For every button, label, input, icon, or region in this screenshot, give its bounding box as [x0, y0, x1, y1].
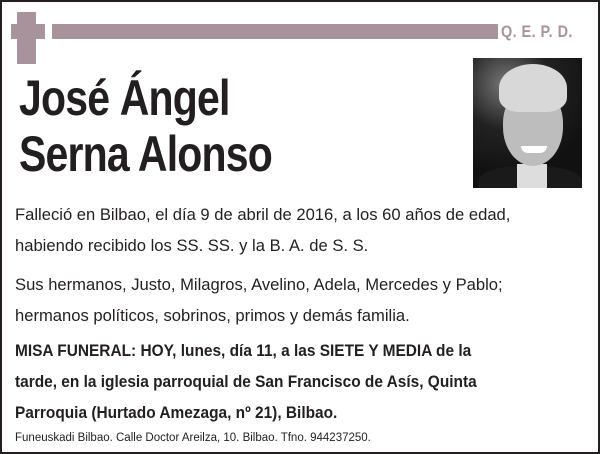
- deceased-name-line1: José Ángel: [19, 70, 230, 126]
- family-line: Sus hermanos, Justo, Milagros, Avelino, Adela, Mercedes y Pablo;: [15, 275, 503, 294]
- funeral-mass-line: Parroquia (Hurtado Amezaga, nº 21), Bilbao.: [15, 403, 338, 422]
- cross-icon-arm: [11, 24, 45, 39]
- deceased-photo: [473, 58, 582, 188]
- qepd-label: Q. E. P. D.: [501, 22, 573, 41]
- header-rule: [52, 24, 498, 39]
- funeral-home-footer: Funeuskadi Bilbao. Calle Doctor Areilza, 10. Bilbao. Tfno. 944237250.: [15, 432, 371, 444]
- death-notice-line: habiendo recibido los SS. SS. y la B. A. de S. S.: [15, 236, 369, 255]
- family-line: hermanos políticos, sobrinos, primos y demás familia.: [15, 306, 410, 325]
- funeral-mass-line: MISA FUNERAL: HOY, lunes, día 11, a las SIETE Y MEDIA de la: [15, 341, 472, 360]
- funeral-mass-line: tarde, en la iglesia parroquial de San Francisco de Asís, Quinta: [15, 372, 477, 391]
- deceased-name-line2: Serna Alonso: [19, 126, 272, 182]
- death-notice-line: Falleció en Bilbao, el día 9 de abril de 2016, a los 60 años de edad,: [15, 205, 511, 224]
